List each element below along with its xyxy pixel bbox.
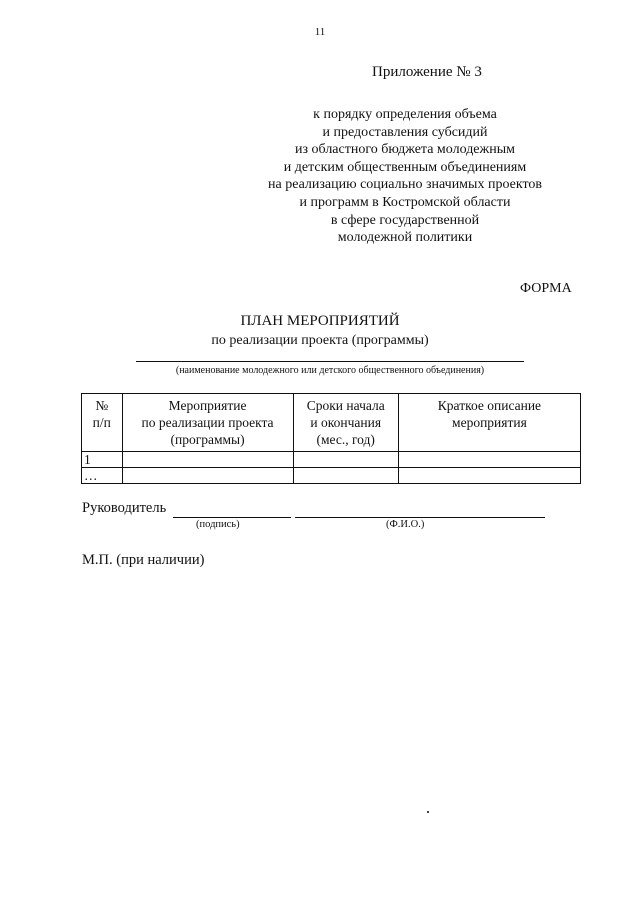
table-cell[interactable] <box>122 468 293 484</box>
header-dates: Сроки начала и окончания (мес., год) <box>293 394 398 452</box>
table-cell[interactable] <box>122 452 293 468</box>
full-name-line[interactable] <box>295 517 545 518</box>
appendix-line: в сфере государственной <box>330 212 480 228</box>
organization-name-caption: (наименование молодежного или детского общественного объединения) <box>175 365 485 376</box>
appendix-line: и детским общественным объединениям <box>283 159 527 175</box>
appendix-line: и предоставления субсидий <box>322 124 488 140</box>
page-number: 11 <box>314 26 326 38</box>
appendix-line: к порядку определения объема <box>313 107 497 122</box>
appendix-description <box>240 106 570 247</box>
plan-subtitle: по реализации проекта (программы) <box>211 333 429 348</box>
table-cell-number: … <box>82 468 123 484</box>
plan-title: ПЛАН МЕРОПРИЯТИЙ <box>240 313 400 329</box>
scan-speck <box>427 811 429 813</box>
header-event: Мероприятие по реализации проекта (программы) <box>122 394 293 452</box>
appendix-line: молодежной политики <box>337 230 473 246</box>
appendix-line: на реализацию социально значимых проектов <box>267 177 542 193</box>
signature-caption: (подпись) <box>196 519 240 530</box>
stamp-note: М.П. (при наличии) <box>82 552 205 568</box>
signature-line[interactable] <box>173 517 291 518</box>
table-cell[interactable] <box>398 452 580 468</box>
appendix-line: и программ в Костромской области <box>299 194 511 210</box>
events-table <box>81 393 581 484</box>
header-description: Краткое описание мероприятия <box>398 394 580 452</box>
table-cell-number: 1 <box>82 452 123 468</box>
table-row <box>82 452 581 468</box>
form-label: ФОРМА <box>520 281 572 296</box>
table-cell[interactable] <box>293 452 398 468</box>
table-cell[interactable] <box>293 468 398 484</box>
full-name-caption: (Ф.И.О.) <box>386 519 425 530</box>
signature-label: Руководитель <box>82 500 167 516</box>
table-header-row <box>82 394 581 452</box>
appendix-line: из областного бюджета молодежным <box>295 142 515 158</box>
organization-name-line[interactable] <box>136 361 524 362</box>
table-row <box>82 468 581 484</box>
table-cell[interactable] <box>398 468 580 484</box>
header-number: № п/п <box>82 394 123 452</box>
appendix-title: Приложение № 3 <box>372 64 482 80</box>
